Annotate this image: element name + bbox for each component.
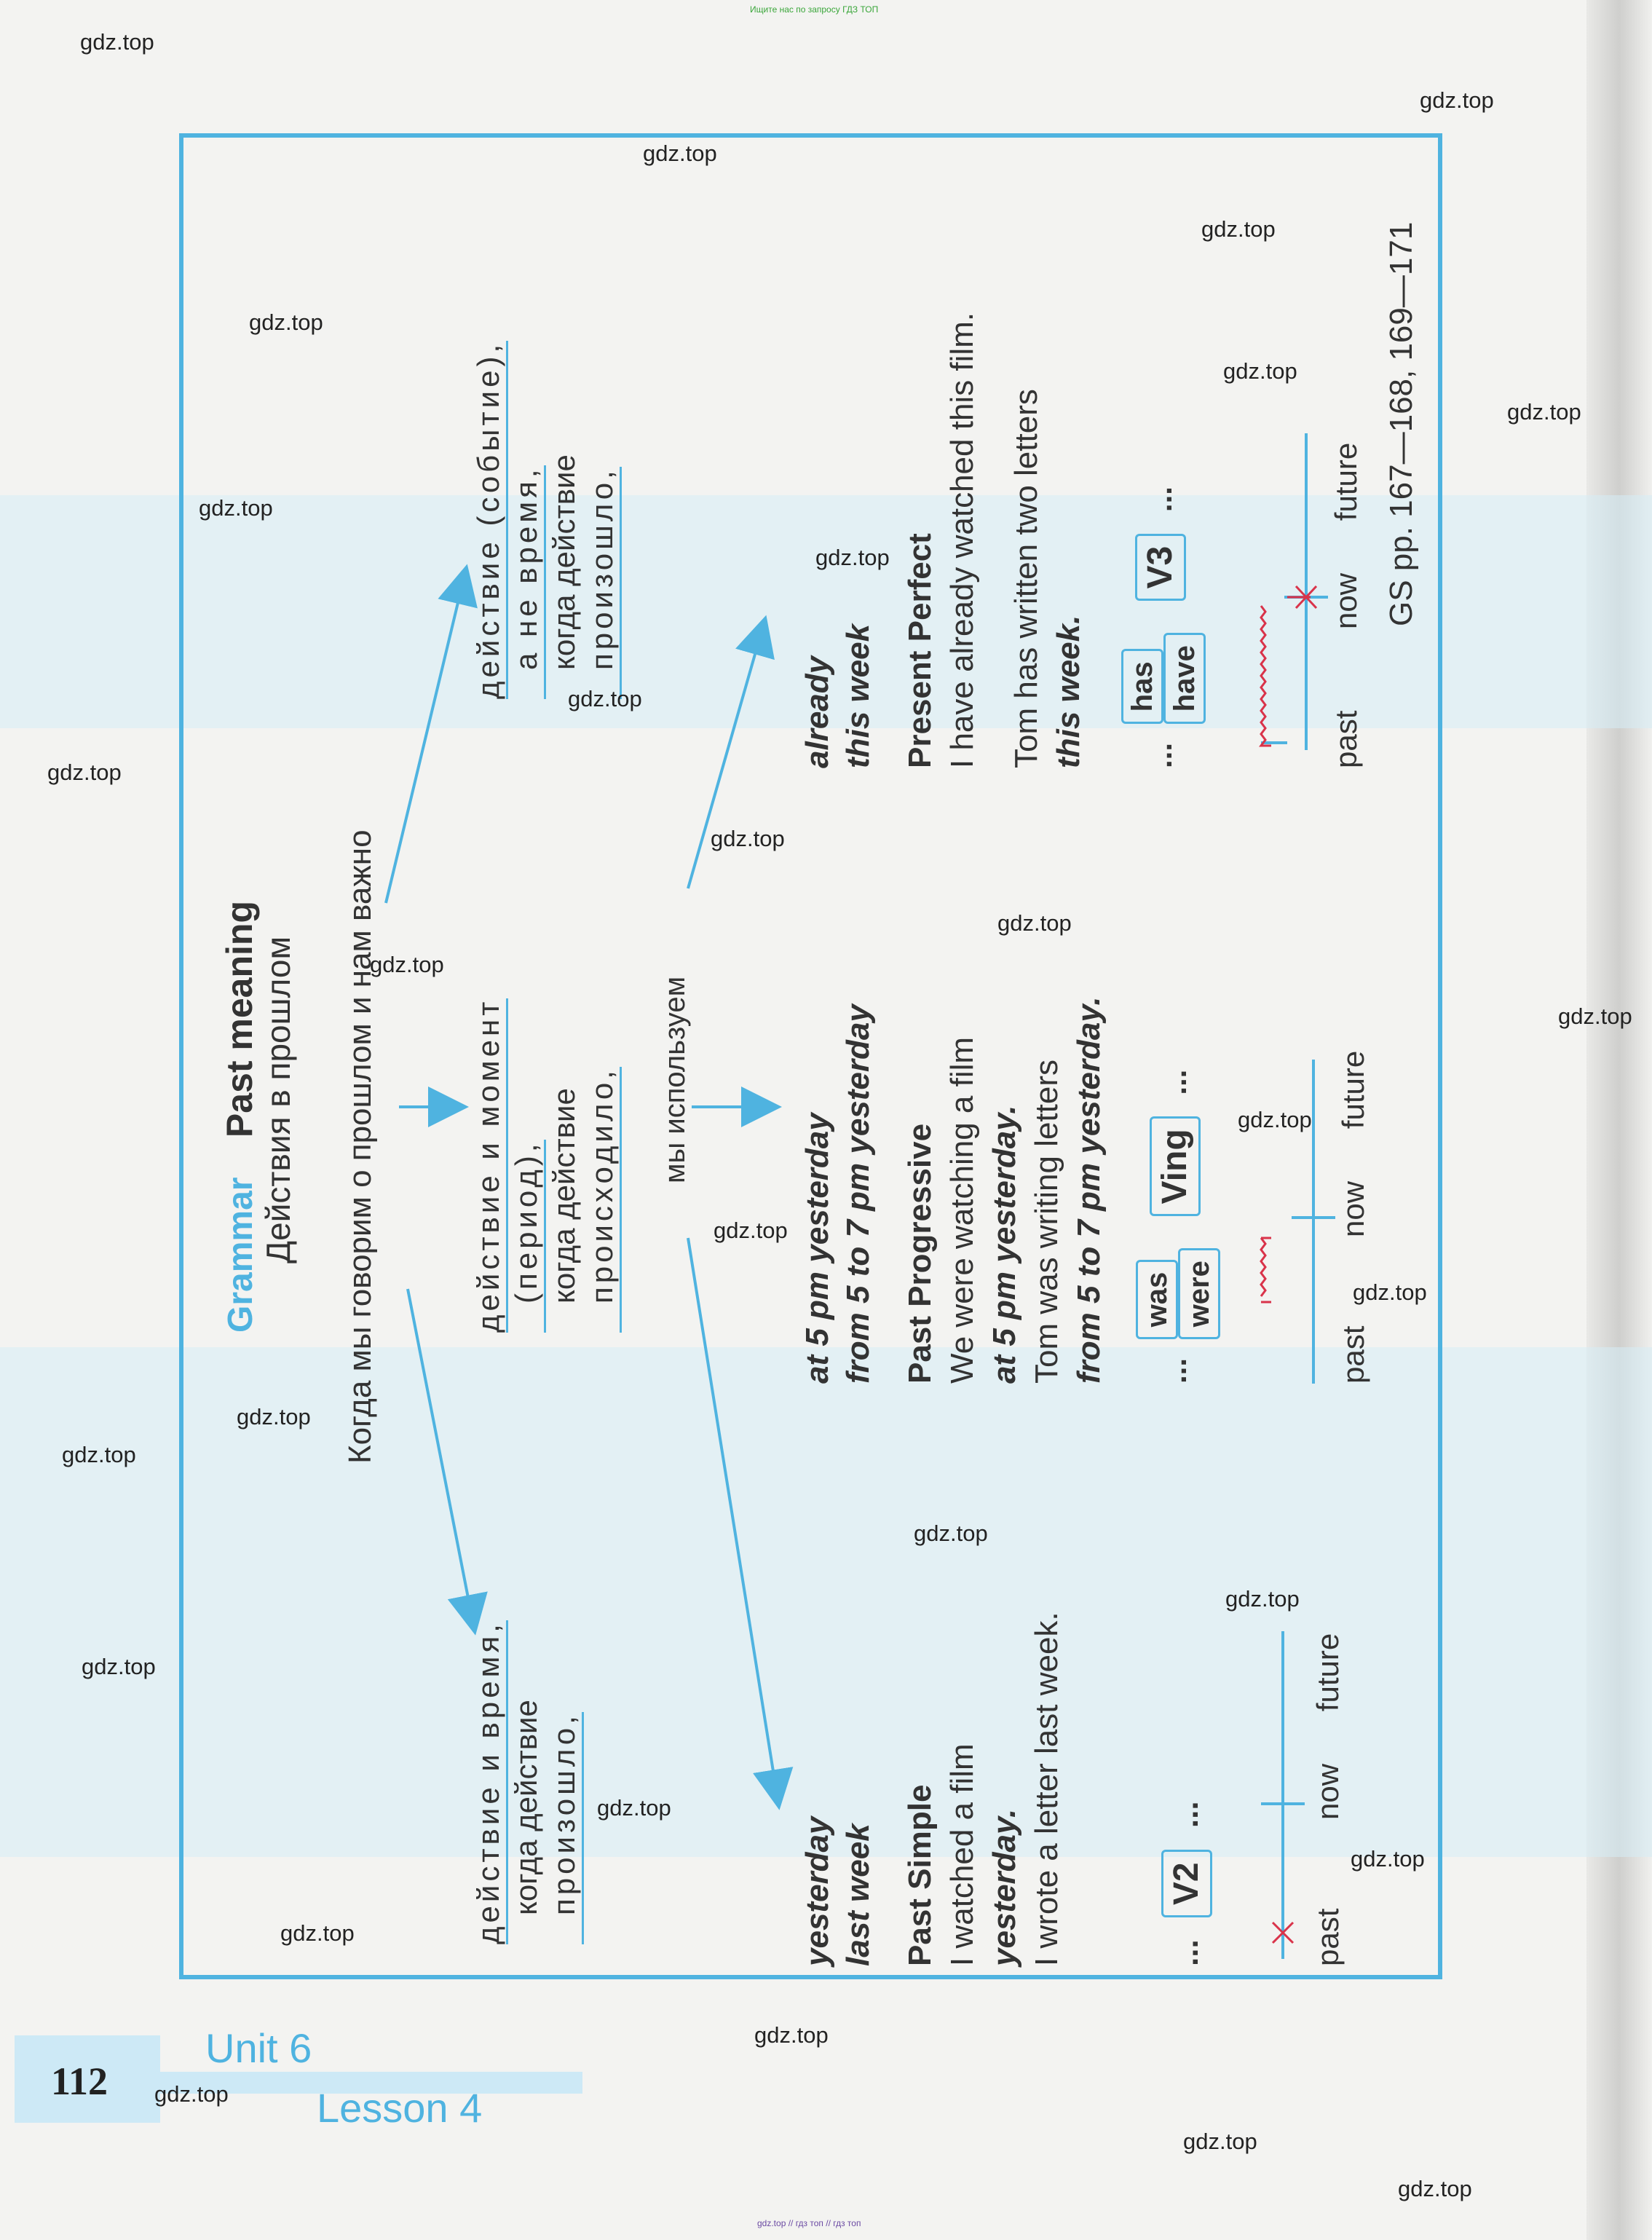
formula-ellipsis: ... bbox=[1169, 1939, 1205, 1966]
branch-simple bbox=[470, 1620, 583, 1944]
tense-progressive-ex1b: at 5 pm yesterday. bbox=[987, 1105, 1022, 1384]
watermark: gdz.top bbox=[154, 2081, 229, 2107]
timeline-future: future bbox=[1329, 442, 1363, 521]
watermark: gdz.top bbox=[997, 910, 1072, 936]
timeline-past: past bbox=[1311, 1908, 1345, 1966]
branch-perfect-line1: действие (событие), bbox=[471, 341, 508, 699]
watermark: gdz.top bbox=[80, 29, 154, 55]
tense-progressive-ex2b: from 5 to 7 pm yesterday. bbox=[1071, 996, 1107, 1384]
timeline-past: past bbox=[1336, 1325, 1370, 1384]
page-number: 112 bbox=[51, 2059, 108, 2103]
formula-ellipsis: ... bbox=[1169, 1801, 1205, 1829]
tense-simple-name: Past Simple bbox=[902, 1784, 938, 1966]
branch-progressive-line4: происходило, bbox=[585, 1067, 622, 1333]
tense-simple-ex1b: yesterday. bbox=[987, 1808, 1022, 1966]
formula-have-tag: have bbox=[1163, 633, 1206, 724]
marker-progressive-1: at 5 pm yesterday bbox=[799, 1113, 835, 1384]
tense-perfect bbox=[899, 312, 1090, 768]
watermark: gdz.top bbox=[568, 686, 642, 711]
watermark: gdz.top bbox=[1351, 1846, 1425, 1872]
watermark: gdz.top bbox=[815, 545, 890, 570]
watermark: gdz.top bbox=[1420, 87, 1494, 113]
formula-ving-tag: Ving bbox=[1150, 1116, 1201, 1216]
formula-ellipsis: ... bbox=[1158, 1357, 1193, 1384]
markers-perfect bbox=[797, 624, 879, 768]
subtitle: Действия в прошлом bbox=[259, 936, 297, 1263]
grammar-reference: GS pp. 167—168, 169—171 bbox=[1383, 221, 1419, 626]
formula-ellipsis: ... bbox=[1144, 742, 1179, 768]
watermark: gdz.top bbox=[370, 952, 444, 977]
timeline-future: future bbox=[1336, 1050, 1370, 1129]
watermark: gdz.top bbox=[597, 1795, 671, 1821]
timeline-future: future bbox=[1311, 1633, 1345, 1712]
tense-progressive-name: Past Progressive bbox=[902, 1123, 938, 1384]
branch-simple-line1: действие и время, bbox=[471, 1620, 508, 1944]
watermark: gdz.top bbox=[237, 1404, 311, 1429]
marker-perfect-1: already bbox=[799, 655, 835, 768]
watermark: gdz.top bbox=[1398, 2176, 1472, 2201]
formula-has-tag: has bbox=[1121, 649, 1163, 724]
watermark: gdz.top bbox=[643, 141, 717, 166]
grammar-label: Grammar bbox=[221, 1177, 260, 1333]
tense-perfect-ex2: Tom has written two letters bbox=[1008, 389, 1044, 768]
watermark: gdz.top bbox=[1183, 2129, 1257, 2154]
watermark: gdz.top bbox=[714, 1218, 788, 1243]
marker-simple-1: yesterday bbox=[799, 1816, 835, 1966]
watermark: gdz.top bbox=[1225, 1586, 1300, 1612]
watermark: gdz.top bbox=[1238, 1107, 1312, 1132]
top-banner: Ищите нас по запросу ГДЗ ТОП bbox=[750, 4, 879, 15]
watermark: gdz.top bbox=[754, 2022, 829, 2048]
branch-perfect-line2: а не время, bbox=[509, 465, 546, 699]
timeline-marks bbox=[1261, 586, 1316, 1943]
timeline-now: now bbox=[1329, 572, 1363, 629]
formula-v3-tag: V3 bbox=[1135, 534, 1186, 602]
branch-progressive-line1: действие и момент bbox=[471, 998, 508, 1333]
watermark: gdz.top bbox=[711, 826, 785, 851]
timeline-now: now bbox=[1336, 1180, 1370, 1237]
marker-perfect-2: this week bbox=[840, 623, 876, 768]
branch-progressive-line2: (период), bbox=[509, 1140, 546, 1333]
intro-text: Когда мы говорим о прошлом и нам важно bbox=[342, 829, 378, 1464]
tense-perfect-ex2b: this week. bbox=[1051, 615, 1086, 768]
tense-perfect-name: Present Perfect bbox=[902, 533, 938, 768]
tense-simple bbox=[899, 1612, 1068, 1966]
branch-perfect-line4: произошло, bbox=[585, 467, 622, 699]
watermark: gdz.top bbox=[1201, 216, 1276, 242]
timeline-perfect-labels bbox=[1329, 443, 1364, 768]
watermark: gdz.top bbox=[1558, 1003, 1632, 1029]
grammar-header bbox=[218, 901, 261, 1333]
branch-progressive bbox=[470, 998, 621, 1333]
formula-v2-tag: V2 bbox=[1161, 1850, 1212, 1917]
marker-progressive-2: from 5 to 7 pm yesterday bbox=[840, 1004, 876, 1384]
formula-ellipsis: ... bbox=[1144, 486, 1179, 513]
unit-label: Unit 6 bbox=[205, 2025, 312, 2071]
formula-progressive bbox=[1136, 1070, 1220, 1384]
marker-simple-2: last week bbox=[840, 1823, 876, 1966]
watermark: gdz.top bbox=[47, 760, 122, 785]
markers-progressive bbox=[797, 1004, 879, 1384]
watermark: gdz.top bbox=[62, 1442, 136, 1467]
markers-simple bbox=[797, 1817, 879, 1966]
tense-perfect-ex1: I have already watched this film. bbox=[944, 312, 980, 768]
lesson-label: Lesson 4 bbox=[317, 2085, 483, 2131]
formula-was-tag: was bbox=[1136, 1260, 1178, 1340]
timeline-progressive-labels bbox=[1336, 1051, 1371, 1384]
we-use-text: мы используем bbox=[659, 976, 691, 1183]
branch-perfect bbox=[470, 341, 621, 699]
timeline-past: past bbox=[1329, 710, 1363, 768]
watermark: gdz.top bbox=[1223, 358, 1297, 384]
tense-progressive bbox=[899, 997, 1110, 1384]
watermark: gdz.top bbox=[914, 1521, 988, 1546]
tense-simple-ex1: I watched a film bbox=[944, 1743, 980, 1966]
branch-progressive-line3: когда действие bbox=[547, 1088, 581, 1304]
watermark: gdz.top bbox=[1507, 399, 1581, 425]
formula-perfect bbox=[1121, 486, 1206, 768]
tense-simple-ex2: I wrote a letter last week. bbox=[1029, 1612, 1064, 1966]
branch-simple-line3: произошло, bbox=[547, 1712, 584, 1944]
timeline-simple-labels bbox=[1311, 1633, 1345, 1966]
formula-simple bbox=[1161, 1801, 1212, 1966]
tense-progressive-ex2: Tom was writing letters bbox=[1029, 1059, 1064, 1384]
watermark: gdz.top bbox=[280, 1920, 355, 1946]
bottom-banner: gdz.top // гдз топ // гдз топ bbox=[757, 2218, 861, 2228]
branch-perfect-line3: когда действие bbox=[547, 454, 581, 670]
watermark: gdz.top bbox=[199, 495, 273, 521]
watermark: gdz.top bbox=[249, 309, 323, 335]
formula-ellipsis: ... bbox=[1158, 1069, 1193, 1095]
watermark: gdz.top bbox=[82, 1654, 156, 1679]
branch-simple-line2: когда действие bbox=[509, 1700, 543, 1915]
watermark: gdz.top bbox=[1353, 1279, 1427, 1305]
page-title: Past meaning bbox=[219, 900, 260, 1138]
timeline-now: now bbox=[1311, 1763, 1345, 1820]
formula-were-tag: were bbox=[1178, 1248, 1220, 1339]
tense-progressive-ex1: We were watching a film bbox=[944, 1036, 980, 1384]
